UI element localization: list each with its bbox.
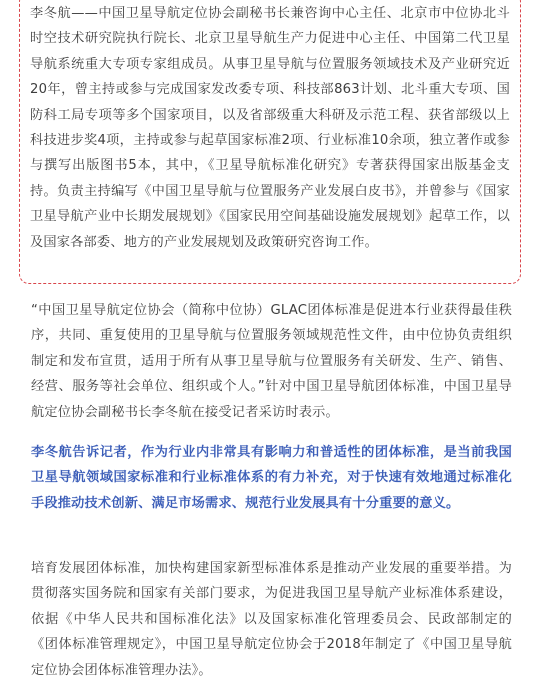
article-paragraph-3: 培育发展团体标准，加快构建国家新型标准体系是推动产业发展的重要举措。为贯彻落实国务院和国家有关部门要求，为促进我国卫星导航产业标准体系建设，依据《中华人民共和国标准化法》以及国家标准化管理委员会、民政部制定的《团体标准管理规定》，中国卫星导航定位协会于2018年制定了《中国卫星导航定位协会团体标准管理办法》。 [31,561,512,678]
bio-box [19,0,521,284]
article-paragraph-1: “中国卫星导航定位协会（简称中位协）GLAC团体标准是促进本行业获得最佳秩序，共同、重复使用的卫星导航与位置服务领域规范性文件，由中位协负责组织制定和发布宣贯，适用于所有从事卫星导航与位置服务有关研发、生产、销售、经营、服务等社会单位、组织或个人。”针对中国卫星导航团体标准，中国卫星导航定位协会副秘书长李冬航在接受记者采访时表示。 [31,303,512,420]
bio-text: 李冬航——中国卫星导航定位协会副秘书长兼咨询中心主任、北京市中位协北斗时空技术研究院执行院长、北京卫星导航生产力促进中心主任、中国第二代卫星导航系统重大专项专家组成员。从事卫星导航与位置服务领域技术及产业研究近20年，曾主持或参与完成国家发改委专项、科技部863计划、北斗重大专项、国防科工局专项等多个国家项目，以及省部级重大科研及示范工程、获省部级以上科技进步奖4项，主持或参与起草国家标准2项、行业标准10余项，独立著作或参与撰写出版图书5本，其中，《卫星导航标准化研究》专著获得国家出版基金支持。负责主持编写《中国卫星导航与位置服务产业发展白皮书》，并曾参与《国家卫星导航产业中长期发展规划》《国家民用空间基础设施发展规划》起草工作，以及国家各部委、地方的产业发展规划及政策研究咨询工作。 [30,6,510,250]
article-paragraph-2-highlight: 李冬航告诉记者，作为行业内非常具有影响力和普适性的团体标准，是当前我国卫星导航领域国家标准和行业标准体系的有力补充，对于快速有效地通过标准化手段推动技术创新、满足市场需求、规范行业发展具有十分重要的意义。 [31,445,512,511]
